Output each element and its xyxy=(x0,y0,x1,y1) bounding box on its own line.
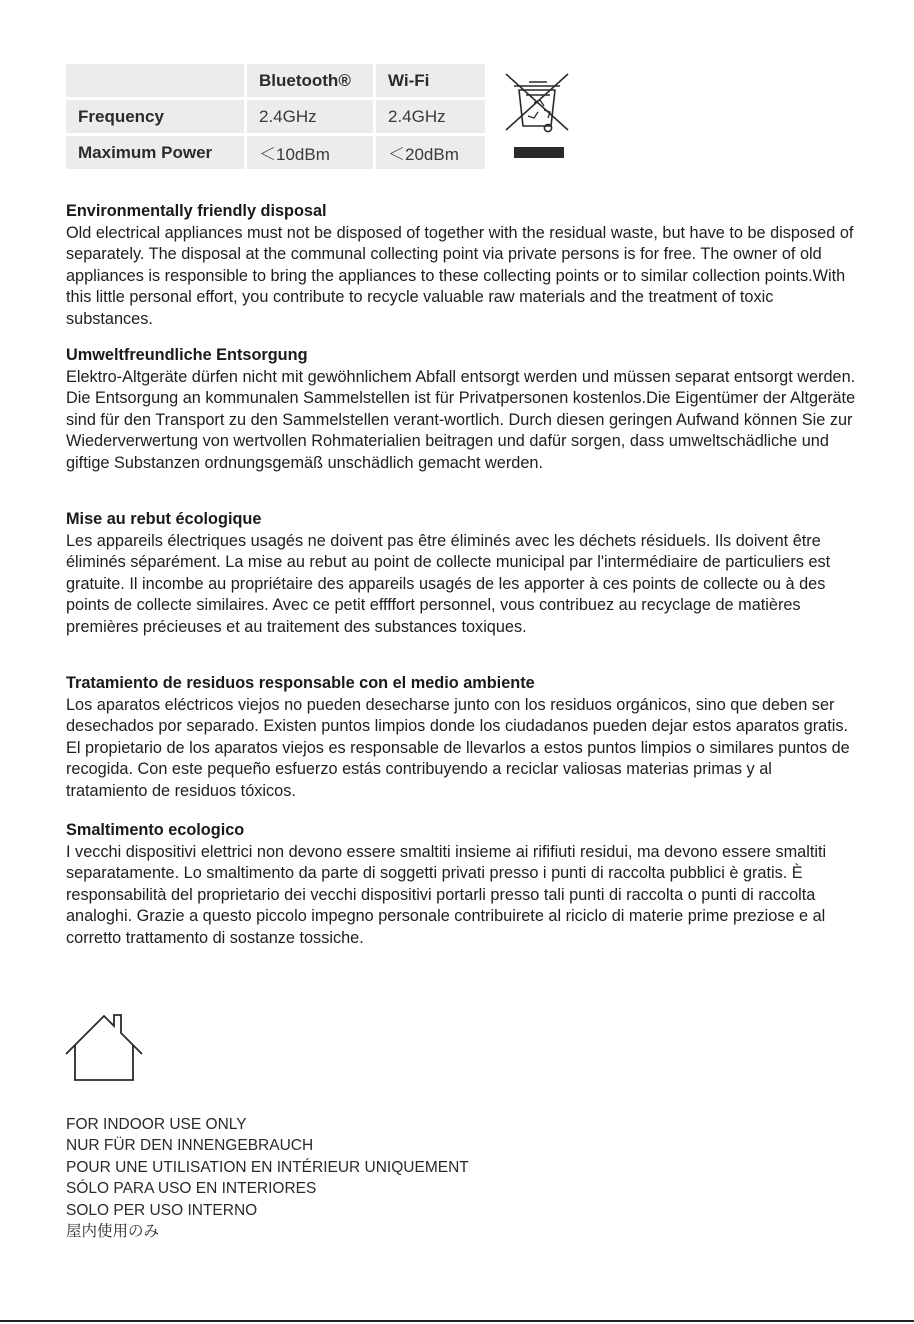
indoor-use-notice xyxy=(66,1114,469,1242)
crossed-out-wheelie-bin-icon xyxy=(504,68,572,160)
section-disposal-es xyxy=(66,673,856,803)
indoor-line: SÓLO PARA USO EN INTERIORES xyxy=(66,1180,317,1198)
row-label-frequency: Frequency xyxy=(66,99,246,135)
section-body: Old electrical appliances must not be disposed of together with the residual waste, but have to be disposed of separately. The disposal at the communal collecting point via private persons is for free. The owner of old appliances is responsible to bring the appliances to these collecting points or to similar collection points.With this little personal effort, you contribute to recycle valuable raw materials and the treatment of toxic substances. xyxy=(66,223,854,328)
table-cell: ＜10dBm xyxy=(246,135,375,171)
table-cell: 2.4GHz xyxy=(246,99,375,135)
section-body: analoghi. Grazie a questo piccolo impegno personale contribuirete al riciclo di materie prime preziose e al corretto trattamento di sostanze tossiche. xyxy=(66,907,826,947)
spec-table xyxy=(66,64,488,172)
table-row xyxy=(66,99,487,135)
page-bottom-rule xyxy=(0,1320,914,1322)
section-body: Elektro-Altgeräte dürfen nicht mit gewöhnlichem Abfall entsorgt werden und müssen separat entsorgt werden. Die Entsorgung an kommunalen Sammelstellen ist für Privatpersonen kostenlos.Die Eigentümer der Altgeräte sind für den Transport zu den Sammelstellen verant-wortlich. Durch diesen geringen Aufwand können Sie zur Wiederverwertung von wertvollen Rohmaterialien beitragen und dafür sorgen, dass umweltschädliche und giftige Substanzen ordnungsgemäß unschädlich gemacht werden. xyxy=(66,367,856,472)
indoor-line: 屋内使用のみ xyxy=(66,1223,160,1241)
section-disposal-en xyxy=(66,201,856,331)
section-body: I vecchi dispositivi elettrici non devono essere smaltiti insieme ai rififiuti residui, ma devono essere smaltiti separatamente. Lo smaltimento da parte di soggetti privati presso i punti di raccolta pubblici è gratis. È responsabilità del proprietario dei vecchi dispositivi portarli presso tali punti di raccolta o punti di raccolta xyxy=(66,842,827,904)
house-icon xyxy=(62,1010,146,1084)
table-cell: 2.4GHz xyxy=(375,99,487,135)
section-title: Umweltfreundliche Entsorgung xyxy=(66,346,308,364)
section-title: Environmentally friendly disposal xyxy=(66,202,327,220)
section-disposal-fr xyxy=(66,509,856,639)
section-title: Smaltimento ecologico xyxy=(66,821,245,839)
indoor-line: NUR FÜR DEN INNENGEBRAUCH xyxy=(66,1137,314,1155)
table-header-wifi: Wi-Fi xyxy=(375,64,487,99)
indoor-line: SOLO PER USO INTERNO xyxy=(66,1201,258,1219)
section-title: Mise au rebut écologique xyxy=(66,510,262,528)
table-header-row xyxy=(66,64,487,99)
table-row xyxy=(66,135,487,171)
row-label-maximum-power: Maximum Power xyxy=(66,135,246,171)
section-disposal-it xyxy=(66,820,856,950)
section-disposal-de xyxy=(66,345,856,475)
table-cell: ＜20dBm xyxy=(375,135,487,171)
indoor-line: POUR UNE UTILISATION EN INTÉRIEUR UNIQUEMENT xyxy=(66,1158,469,1176)
section-body: Les appareils électriques usagés ne doivent pas être éliminés avec les déchets résiduels. Ils doivent être éliminés séparément. La mise au rebut au point de collecte municipal par l'intermédiaire de particuliers est gratuite. Il incombe au propriétaire des appareils usagés de les apporter à ces points de collecte ou à des points de collecte similaires. Avec ce petit effffort personnel, vous contribuez au recyclage de matières premières précieuses et au traitement des substances toxiques. xyxy=(66,531,831,636)
section-title: Tratamiento de residuos responsable con el medio ambiente xyxy=(66,674,535,692)
section-body: Los aparatos eléctricos viejos no pueden desecharse junto con los residuos orgánicos, sino que deben ser desechados por separado. Existen puntos limpios donde los ciudadanos pueden dejar estos aparatos gratis. El propietario de los aparatos viejos es responsable de llevarlos a estos puntos limpios o similares puntos de recogida. Con este pequeño esfuerzo estás contribuyendo a reciclar valiosas materias primas y al tratamiento de residuos tóxicos. xyxy=(66,695,850,800)
table-header-bluetooth: Bluetooth® xyxy=(246,64,375,99)
indoor-line: FOR INDOOR USE ONLY xyxy=(66,1116,247,1133)
table-header-cell xyxy=(66,64,246,99)
